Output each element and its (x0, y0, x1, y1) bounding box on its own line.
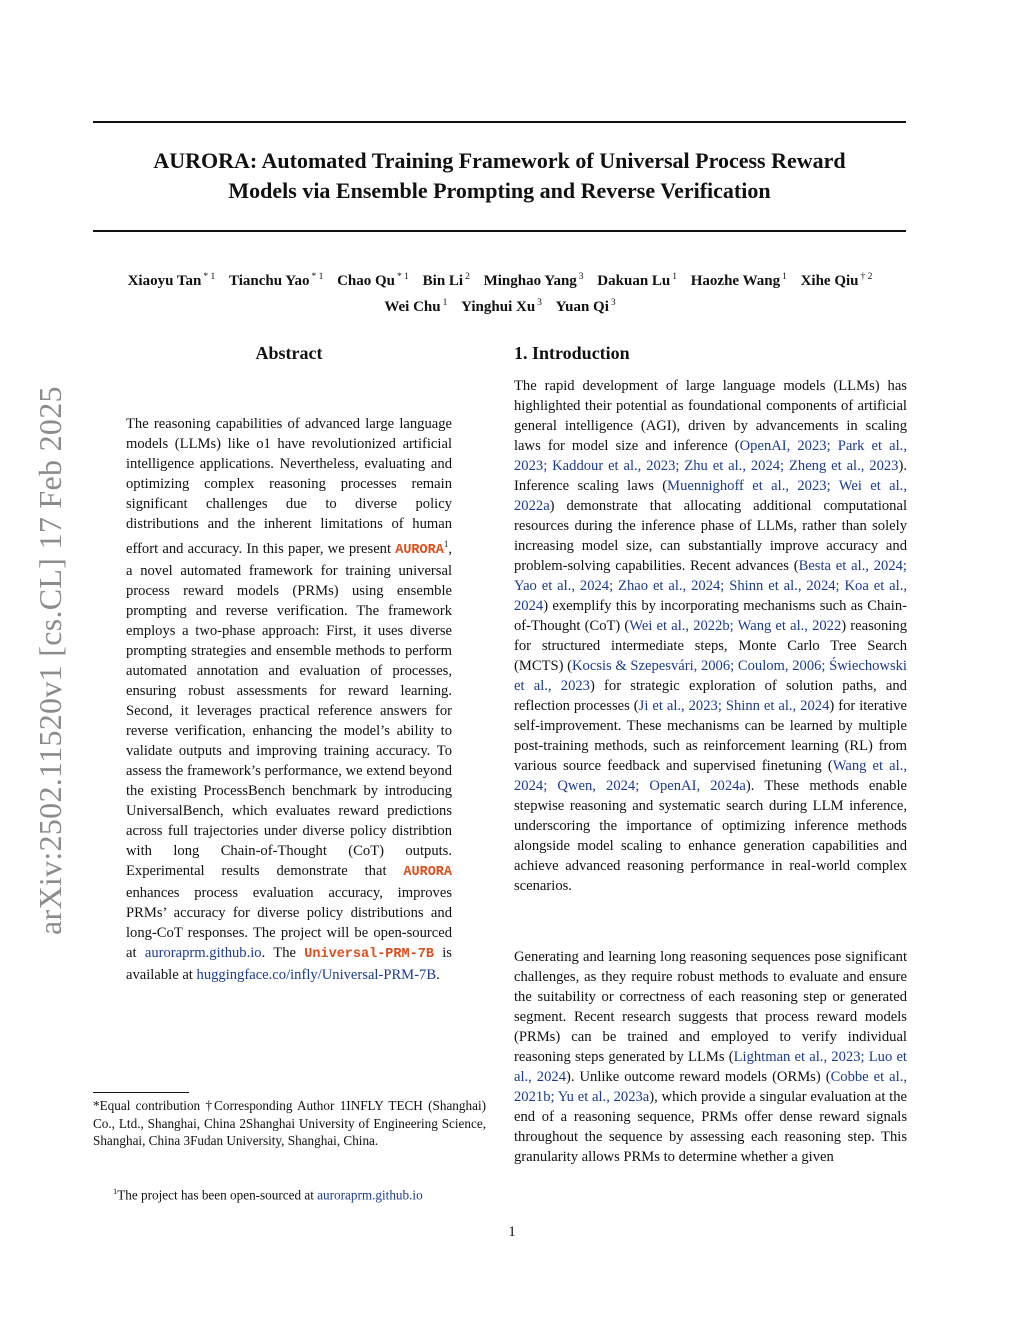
paragraph-text: ) exemplify this by incorporating mechanisms such as Chain-of-Thought (CoT) ( (514, 598, 907, 634)
paragraph-text: ) for strategic exploration of solution paths, and reflection processes ( (514, 678, 907, 714)
title-line-2: Models via Ensemble Prompting and Reverse Verification (228, 178, 771, 203)
footnote-project: $^1$The project has been open-sourced at auroraprm.github.io (113, 1186, 423, 1203)
aurora-name-2: AURORA (403, 864, 452, 880)
author-name: Xiaoyu Tan $^{* 1}$ (127, 272, 216, 289)
author-name: Chao Qu $^{* 1}$ (337, 272, 409, 289)
huggingface-link[interactable]: huggingface.co/infly/Universal-PRM-7B (196, 966, 437, 983)
abstract-text: The reasoning capabilities of advanced large language models (LLMs) like o1 have revolutionized artificial intelligence applications. Nevertheless, evaluating and optimizing complex reasoning processes remain significant challenges due to diverse policy distributions and the inherent limitations of human effort and accuracy. In this paper, we present AURORA$^1$, a novel automated framework for training universal process reward models (PRMs) using ensemble prompting and reverse verification. The framework employs a two-phase approach: First, it uses diverse prompting strategies and ensemble methods to perform automated annotation and evaluation of processes, ensuring robust assessments for reward learning. Second, it leverages practical reference answers for reverse verification, enhancing the model’s ability to validate outputs and improving training accuracy. To assess the framework’s performance, we extend beyond the existing ProcessBench benchmark by introducing UniversalBench, which evaluates reward predictions across full trajectories under diverse policy distribtion with long Chain-of-Thought (CoT) outputs. Experimental results demonstrate that AURORA enhances process evaluation accuracy, improves PRMs’ accuracy for diverse policy distributions and long-CoT responses. The project will be open-sourced at auroraprm.github.io. The Universal-PRM-7B is available at huggingface.co/infly/Universal-PRM-7B. (126, 416, 452, 983)
paragraph-text: ). Unlike outcome reward models (ORMs) ( (566, 1069, 831, 1085)
abstract-heading: Abstract (255, 343, 323, 363)
introduction-heading: 1. Introduction (514, 343, 630, 363)
citation-link[interactable]: Cobbe et al., 2021b; Yu et al., 2023a (514, 1069, 907, 1105)
author-list (80, 266, 920, 318)
paragraph-text: ) reasoning for structured intermediate steps, Monte Carlo Tree Search (MCTS) ( (514, 618, 908, 674)
citation-link[interactable]: Kocsis & Szepesvári, 2006; Coulom, 2006; Świechowski et al., 2023 (514, 658, 907, 694)
paragraph-text: ). Inference scaling laws ( (514, 458, 907, 494)
arxiv-identifier: arXiv:2502.11520v1 [cs.CL] 17 Feb 2025 (32, 386, 68, 935)
author-name: Yuan Qi $^3$ (555, 298, 616, 315)
author-name: Minghao Yang $^3$ (483, 272, 584, 289)
author-name: Xihe Qiu $^{\dagger 2}$ (800, 272, 873, 289)
paragraph-text: Generating and learning long reasoning sequences pose significant challenges, as they require robust methods to evaluate and ensure the suitability or correctness of each reasoning step or generated segment. Recent research suggests that process reward models (PRMs) can be trained and employed to verify individual reasoning steps generated by LLMs ( (514, 949, 907, 1065)
paper-title (93, 146, 906, 206)
author-name: Haozhe Wang $^1$ (690, 272, 787, 289)
citation-link[interactable]: Besta et al., 2024; Yao et al., 2024; Zhao et al., 2024; Shinn et al., 2024; Koa et al., 2024 (514, 558, 907, 614)
introduction-paragraph-2 (514, 947, 907, 1167)
aurora-name: AURORA (395, 542, 444, 558)
paragraph-text: ), which provide a singular evaluation at the end of a reasoning sequence, PRMs offer dense reward signals throughout the sequence by assessing each reasoning step. This granularity allows PRMs to determine whether a given (514, 1089, 907, 1165)
title-bottom-rule (93, 230, 906, 232)
citation-link[interactable]: Wei et al., 2022b; Wang et al., 2022 (629, 618, 842, 634)
top-rule (93, 121, 906, 123)
footnote-rule (93, 1092, 189, 1093)
citation-link[interactable]: Muennighoff et al., 2023; Wei et al., 2022a (514, 478, 907, 514)
citation-link[interactable]: Lightman et al., 2023; Luo et al., 2024 (514, 1049, 907, 1085)
model-name: Universal-PRM-7B (304, 946, 434, 962)
introduction-paragraph-1 (514, 376, 907, 896)
author-name: Dakuan Lu $^1$ (597, 272, 678, 289)
author-name: Bin Li $^2$ (422, 272, 470, 289)
author-name: Wei Chu $^1$ (384, 298, 448, 315)
paragraph-text: ). These methods enable stepwise reasoning and systematic search during LLM inference, underscoring the importance of optimizing inference methods alongside model scaling to enhance generation capabilities and achieve advanced reasoning performance in real-world complex scenarios. (514, 778, 907, 894)
footnote-project-link[interactable]: auroraprm.github.io (317, 1187, 423, 1203)
page-number: 1 (508, 1224, 516, 1240)
citation-link[interactable]: Ji et al., 2023; Shinn et al., 2024 (638, 698, 830, 714)
paragraph-text: ) demonstrate that allocating additional computational resources during the inference phase of LLMs, rather than solely increasing model size, can substantially improve accuracy and problem-solving capabilities. Recent advances ( (514, 498, 907, 574)
project-link[interactable]: auroraprm.github.io (144, 944, 262, 961)
title-line-1: AURORA: Automated Training Framework of Universal Process Reward (153, 148, 846, 173)
author-name: Yinghui Xu $^3$ (461, 298, 542, 315)
paragraph-text: ) for iterative self-improvement. These mechanisms can be learned by multiple post-training methods, such as reinforcement learning (RL) from various source feedback and supervised finetuning ( (514, 698, 907, 774)
paragraph-text: The rapid development of large language models (LLMs) has highlighted their potential as foundational components of artificial general intelligence (AGI), driven by advancements in scaling laws for model size and inference ( (514, 378, 907, 454)
footnote-affiliations: *Equal contribution †Corresponding Author 1INFLY TECH (Shanghai) Co., Ltd., Shanghai, China 2Shanghai University of Engineering Science, Shanghai, China 3Fudan University, Shanghai, China. (93, 1098, 486, 1148)
citation-link[interactable]: OpenAI, 2023; Park et al., 2023; Kaddour et al., 2023; Zhu et al., 2024; Zheng et al., 2023 (514, 438, 907, 474)
author-name: Tianchu Yao $^{* 1}$ (229, 272, 324, 289)
citation-link[interactable]: Wang et al., 2024; Qwen, 2024; OpenAI, 2024a (514, 758, 907, 794)
